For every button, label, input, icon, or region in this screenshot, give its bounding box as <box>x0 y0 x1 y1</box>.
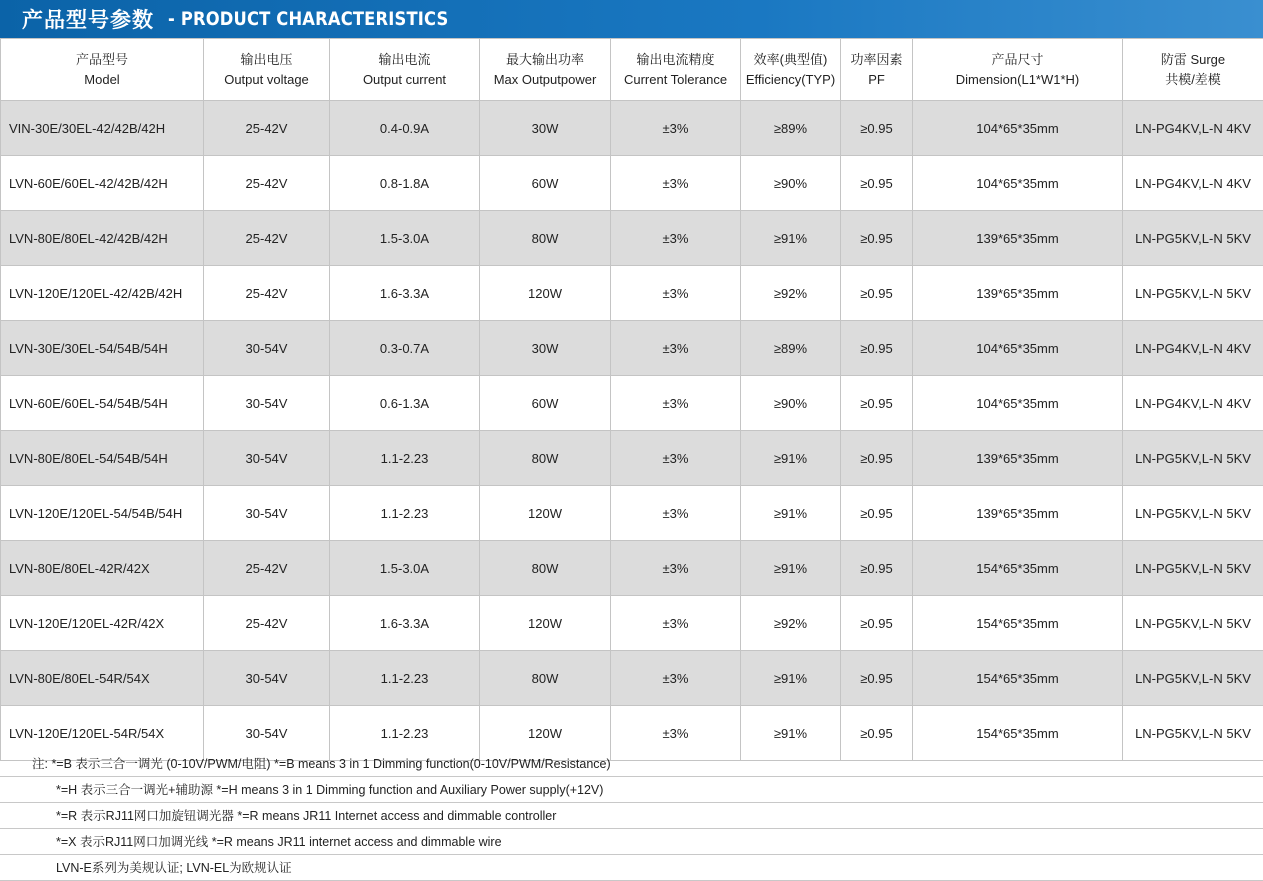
model-cell: LVN-120E/120EL-42R/42X <box>1 596 204 651</box>
notes-section <box>0 751 1263 881</box>
table-row <box>1 431 1263 486</box>
surge-cell: LN-PG5KV,L-N 5KV <box>1123 651 1263 706</box>
model-cell: VIN-30E/30EL-42/42B/42H <box>1 101 204 156</box>
column-header <box>841 39 913 101</box>
column-header <box>1 39 204 101</box>
pf-cell: ≥0.95 <box>841 706 913 761</box>
dimension-cell: 139*65*35mm <box>913 211 1123 266</box>
efficiency-cell: ≥91% <box>741 706 841 761</box>
pf-cell: ≥0.95 <box>841 431 913 486</box>
model-cell: LVN-80E/80EL-42/42B/42H <box>1 211 204 266</box>
max-power-cell: 30W <box>480 101 611 156</box>
max-power-cell: 60W <box>480 156 611 211</box>
output-current-cell: 1.1-2.23 <box>330 486 480 541</box>
output-current-cell: 0.8-1.8A <box>330 156 480 211</box>
efficiency-cell: ≥92% <box>741 266 841 321</box>
model-cell: LVN-60E/60EL-42/42B/42H <box>1 156 204 211</box>
dimension-cell: 154*65*35mm <box>913 541 1123 596</box>
pf-cell: ≥0.95 <box>841 596 913 651</box>
output-current-cell: 1.1-2.23 <box>330 706 480 761</box>
model-cell: LVN-120E/120EL-42/42B/42H <box>1 266 204 321</box>
model-cell: LVN-30E/30EL-54/54B/54H <box>1 321 204 376</box>
pf-cell: ≥0.95 <box>841 266 913 321</box>
table-row <box>1 211 1263 266</box>
column-header-cn: 功率因素 <box>850 51 903 67</box>
pf-cell: ≥0.95 <box>841 156 913 211</box>
current-tolerance-cell: ±3% <box>611 211 741 266</box>
column-header <box>611 39 741 101</box>
column-header <box>204 39 330 101</box>
surge-cell: LN-PG5KV,L-N 5KV <box>1123 541 1263 596</box>
table-row <box>1 266 1263 321</box>
output-current-cell: 0.3-0.7A <box>330 321 480 376</box>
dimension-cell: 139*65*35mm <box>913 486 1123 541</box>
model-cell: LVN-120E/120EL-54/54B/54H <box>1 486 204 541</box>
table-row <box>1 101 1263 156</box>
current-tolerance-cell: ±3% <box>611 321 741 376</box>
efficiency-cell: ≥91% <box>741 651 841 706</box>
column-header-cn: 输出电压 <box>240 51 293 67</box>
note-line: *=R 表示RJ11网口加旋钮调光器 *=R means JR11 Internet access and dimmable controller <box>0 803 1263 829</box>
output-voltage-cell: 25-42V <box>204 101 330 156</box>
dimension-cell: 139*65*35mm <box>913 431 1123 486</box>
column-header <box>330 39 480 101</box>
column-header-en: PF <box>868 71 885 87</box>
pf-cell: ≥0.95 <box>841 101 913 156</box>
pf-cell: ≥0.95 <box>841 211 913 266</box>
note-line: 注: *=B 表示三合一调光 (0-10V/PWM/电阻) *=B means 3 in 1 Dimming function(0-10V/PWM/Resistance) <box>0 751 1263 777</box>
max-power-cell: 80W <box>480 211 611 266</box>
surge-cell: LN-PG4KV,L-N 4KV <box>1123 376 1263 431</box>
dimension-cell: 104*65*35mm <box>913 156 1123 211</box>
column-header-en: Model <box>84 71 120 87</box>
efficiency-cell: ≥92% <box>741 596 841 651</box>
model-cell: LVN-60E/60EL-54/54B/54H <box>1 376 204 431</box>
table-body <box>1 101 1263 761</box>
efficiency-cell: ≥90% <box>741 376 841 431</box>
max-power-cell: 120W <box>480 266 611 321</box>
output-voltage-cell: 30-54V <box>204 706 330 761</box>
table-row <box>1 486 1263 541</box>
output-voltage-cell: 30-54V <box>204 321 330 376</box>
column-header <box>741 39 841 101</box>
current-tolerance-cell: ±3% <box>611 486 741 541</box>
output-voltage-cell: 30-54V <box>204 376 330 431</box>
table-row <box>1 651 1263 706</box>
output-current-cell: 0.6-1.3A <box>330 376 480 431</box>
output-current-cell: 1.6-3.3A <box>330 266 480 321</box>
max-power-cell: 80W <box>480 541 611 596</box>
pf-cell: ≥0.95 <box>841 321 913 376</box>
efficiency-cell: ≥91% <box>741 486 841 541</box>
column-header-en: Max Outputpower <box>493 71 597 87</box>
pf-cell: ≥0.95 <box>841 376 913 431</box>
model-cell: LVN-80E/80EL-54/54B/54H <box>1 431 204 486</box>
column-header-cn: 产品型号 <box>75 51 128 67</box>
max-power-cell: 120W <box>480 596 611 651</box>
column-header-en: Current Tolerance <box>623 71 728 87</box>
surge-cell: LN-PG5KV,L-N 5KV <box>1123 486 1263 541</box>
output-current-cell: 1.5-3.0A <box>330 211 480 266</box>
banner-title-cn: 产品型号参数 <box>22 8 154 32</box>
surge-cell: LN-PG5KV,L-N 5KV <box>1123 266 1263 321</box>
surge-cell: LN-PG4KV,L-N 4KV <box>1123 156 1263 211</box>
column-header-en: Output voltage <box>224 71 309 87</box>
column-header-en: Dimension(L1*W1*H) <box>955 71 1080 87</box>
table-row <box>1 541 1263 596</box>
pf-cell: ≥0.95 <box>841 651 913 706</box>
max-power-cell: 30W <box>480 321 611 376</box>
dimension-cell: 104*65*35mm <box>913 101 1123 156</box>
max-power-cell: 60W <box>480 376 611 431</box>
model-cell: LVN-120E/120EL-54R/54X <box>1 706 204 761</box>
surge-cell: LN-PG4KV,L-N 4KV <box>1123 321 1263 376</box>
table-row <box>1 376 1263 431</box>
output-current-cell: 1.1-2.23 <box>330 431 480 486</box>
column-header-cn: 最大输出功率 <box>505 51 584 67</box>
table-header-row <box>1 39 1263 101</box>
surge-cell: LN-PG5KV,L-N 5KV <box>1123 431 1263 486</box>
table-row <box>1 596 1263 651</box>
column-header-cn: 效率(典型值) <box>753 51 828 67</box>
column-header-cn: 输出电流 <box>378 51 431 67</box>
dimension-cell: 104*65*35mm <box>913 321 1123 376</box>
dimension-cell: 154*65*35mm <box>913 706 1123 761</box>
output-current-cell: 1.5-3.0A <box>330 541 480 596</box>
efficiency-cell: ≥91% <box>741 431 841 486</box>
output-voltage-cell: 25-42V <box>204 156 330 211</box>
model-cell: LVN-80E/80EL-54R/54X <box>1 651 204 706</box>
max-power-cell: 80W <box>480 651 611 706</box>
max-power-cell: 120W <box>480 486 611 541</box>
column-header-en: Efficiency(TYP) <box>745 71 836 87</box>
note-line: LVN-E系列为美规认证; LVN-EL为欧规认证 <box>0 855 1263 881</box>
efficiency-cell: ≥91% <box>741 211 841 266</box>
current-tolerance-cell: ±3% <box>611 101 741 156</box>
column-header-cn: 防雷 Surge <box>1160 51 1226 67</box>
output-voltage-cell: 25-42V <box>204 266 330 321</box>
column-header <box>1123 39 1263 101</box>
banner-title-en: - PRODUCT CHARACTERISTICS <box>168 8 449 30</box>
current-tolerance-cell: ±3% <box>611 706 741 761</box>
column-header <box>913 39 1123 101</box>
table-row <box>1 156 1263 211</box>
dimension-cell: 154*65*35mm <box>913 651 1123 706</box>
dimension-cell: 154*65*35mm <box>913 596 1123 651</box>
output-voltage-cell: 30-54V <box>204 486 330 541</box>
dimension-cell: 104*65*35mm <box>913 376 1123 431</box>
product-spec-table <box>0 38 1263 761</box>
efficiency-cell: ≥91% <box>741 541 841 596</box>
max-power-cell: 120W <box>480 706 611 761</box>
section-banner <box>0 0 1263 38</box>
surge-cell: LN-PG4KV,L-N 4KV <box>1123 101 1263 156</box>
current-tolerance-cell: ±3% <box>611 156 741 211</box>
surge-cell: LN-PG5KV,L-N 5KV <box>1123 596 1263 651</box>
max-power-cell: 80W <box>480 431 611 486</box>
note-line: *=X 表示RJ11网口加调光线 *=R means JR11 internet access and dimmable wire <box>0 829 1263 855</box>
pf-cell: ≥0.95 <box>841 541 913 596</box>
surge-cell: LN-PG5KV,L-N 5KV <box>1123 706 1263 761</box>
efficiency-cell: ≥90% <box>741 156 841 211</box>
current-tolerance-cell: ±3% <box>611 541 741 596</box>
column-header <box>480 39 611 101</box>
current-tolerance-cell: ±3% <box>611 431 741 486</box>
current-tolerance-cell: ±3% <box>611 266 741 321</box>
column-header-cn: 输出电流精度 <box>636 51 715 67</box>
surge-cell: LN-PG5KV,L-N 5KV <box>1123 211 1263 266</box>
table-row <box>1 321 1263 376</box>
output-voltage-cell: 25-42V <box>204 211 330 266</box>
column-header-cn: 产品尺寸 <box>991 51 1044 67</box>
output-voltage-cell: 25-42V <box>204 541 330 596</box>
output-current-cell: 1.1-2.23 <box>330 651 480 706</box>
note-line: *=H 表示三合一调光+辅助源 *=H means 3 in 1 Dimming function and Auxiliary Power supply(+12V) <box>0 777 1263 803</box>
output-current-cell: 1.6-3.3A <box>330 596 480 651</box>
output-current-cell: 0.4-0.9A <box>330 101 480 156</box>
output-voltage-cell: 30-54V <box>204 651 330 706</box>
output-voltage-cell: 25-42V <box>204 596 330 651</box>
pf-cell: ≥0.95 <box>841 486 913 541</box>
efficiency-cell: ≥89% <box>741 101 841 156</box>
current-tolerance-cell: ±3% <box>611 376 741 431</box>
current-tolerance-cell: ±3% <box>611 596 741 651</box>
efficiency-cell: ≥89% <box>741 321 841 376</box>
current-tolerance-cell: ±3% <box>611 651 741 706</box>
column-header-en: 共模/差模 <box>1165 71 1221 87</box>
model-cell: LVN-80E/80EL-42R/42X <box>1 541 204 596</box>
dimension-cell: 139*65*35mm <box>913 266 1123 321</box>
column-header-en: Output current <box>362 71 447 87</box>
output-voltage-cell: 30-54V <box>204 431 330 486</box>
